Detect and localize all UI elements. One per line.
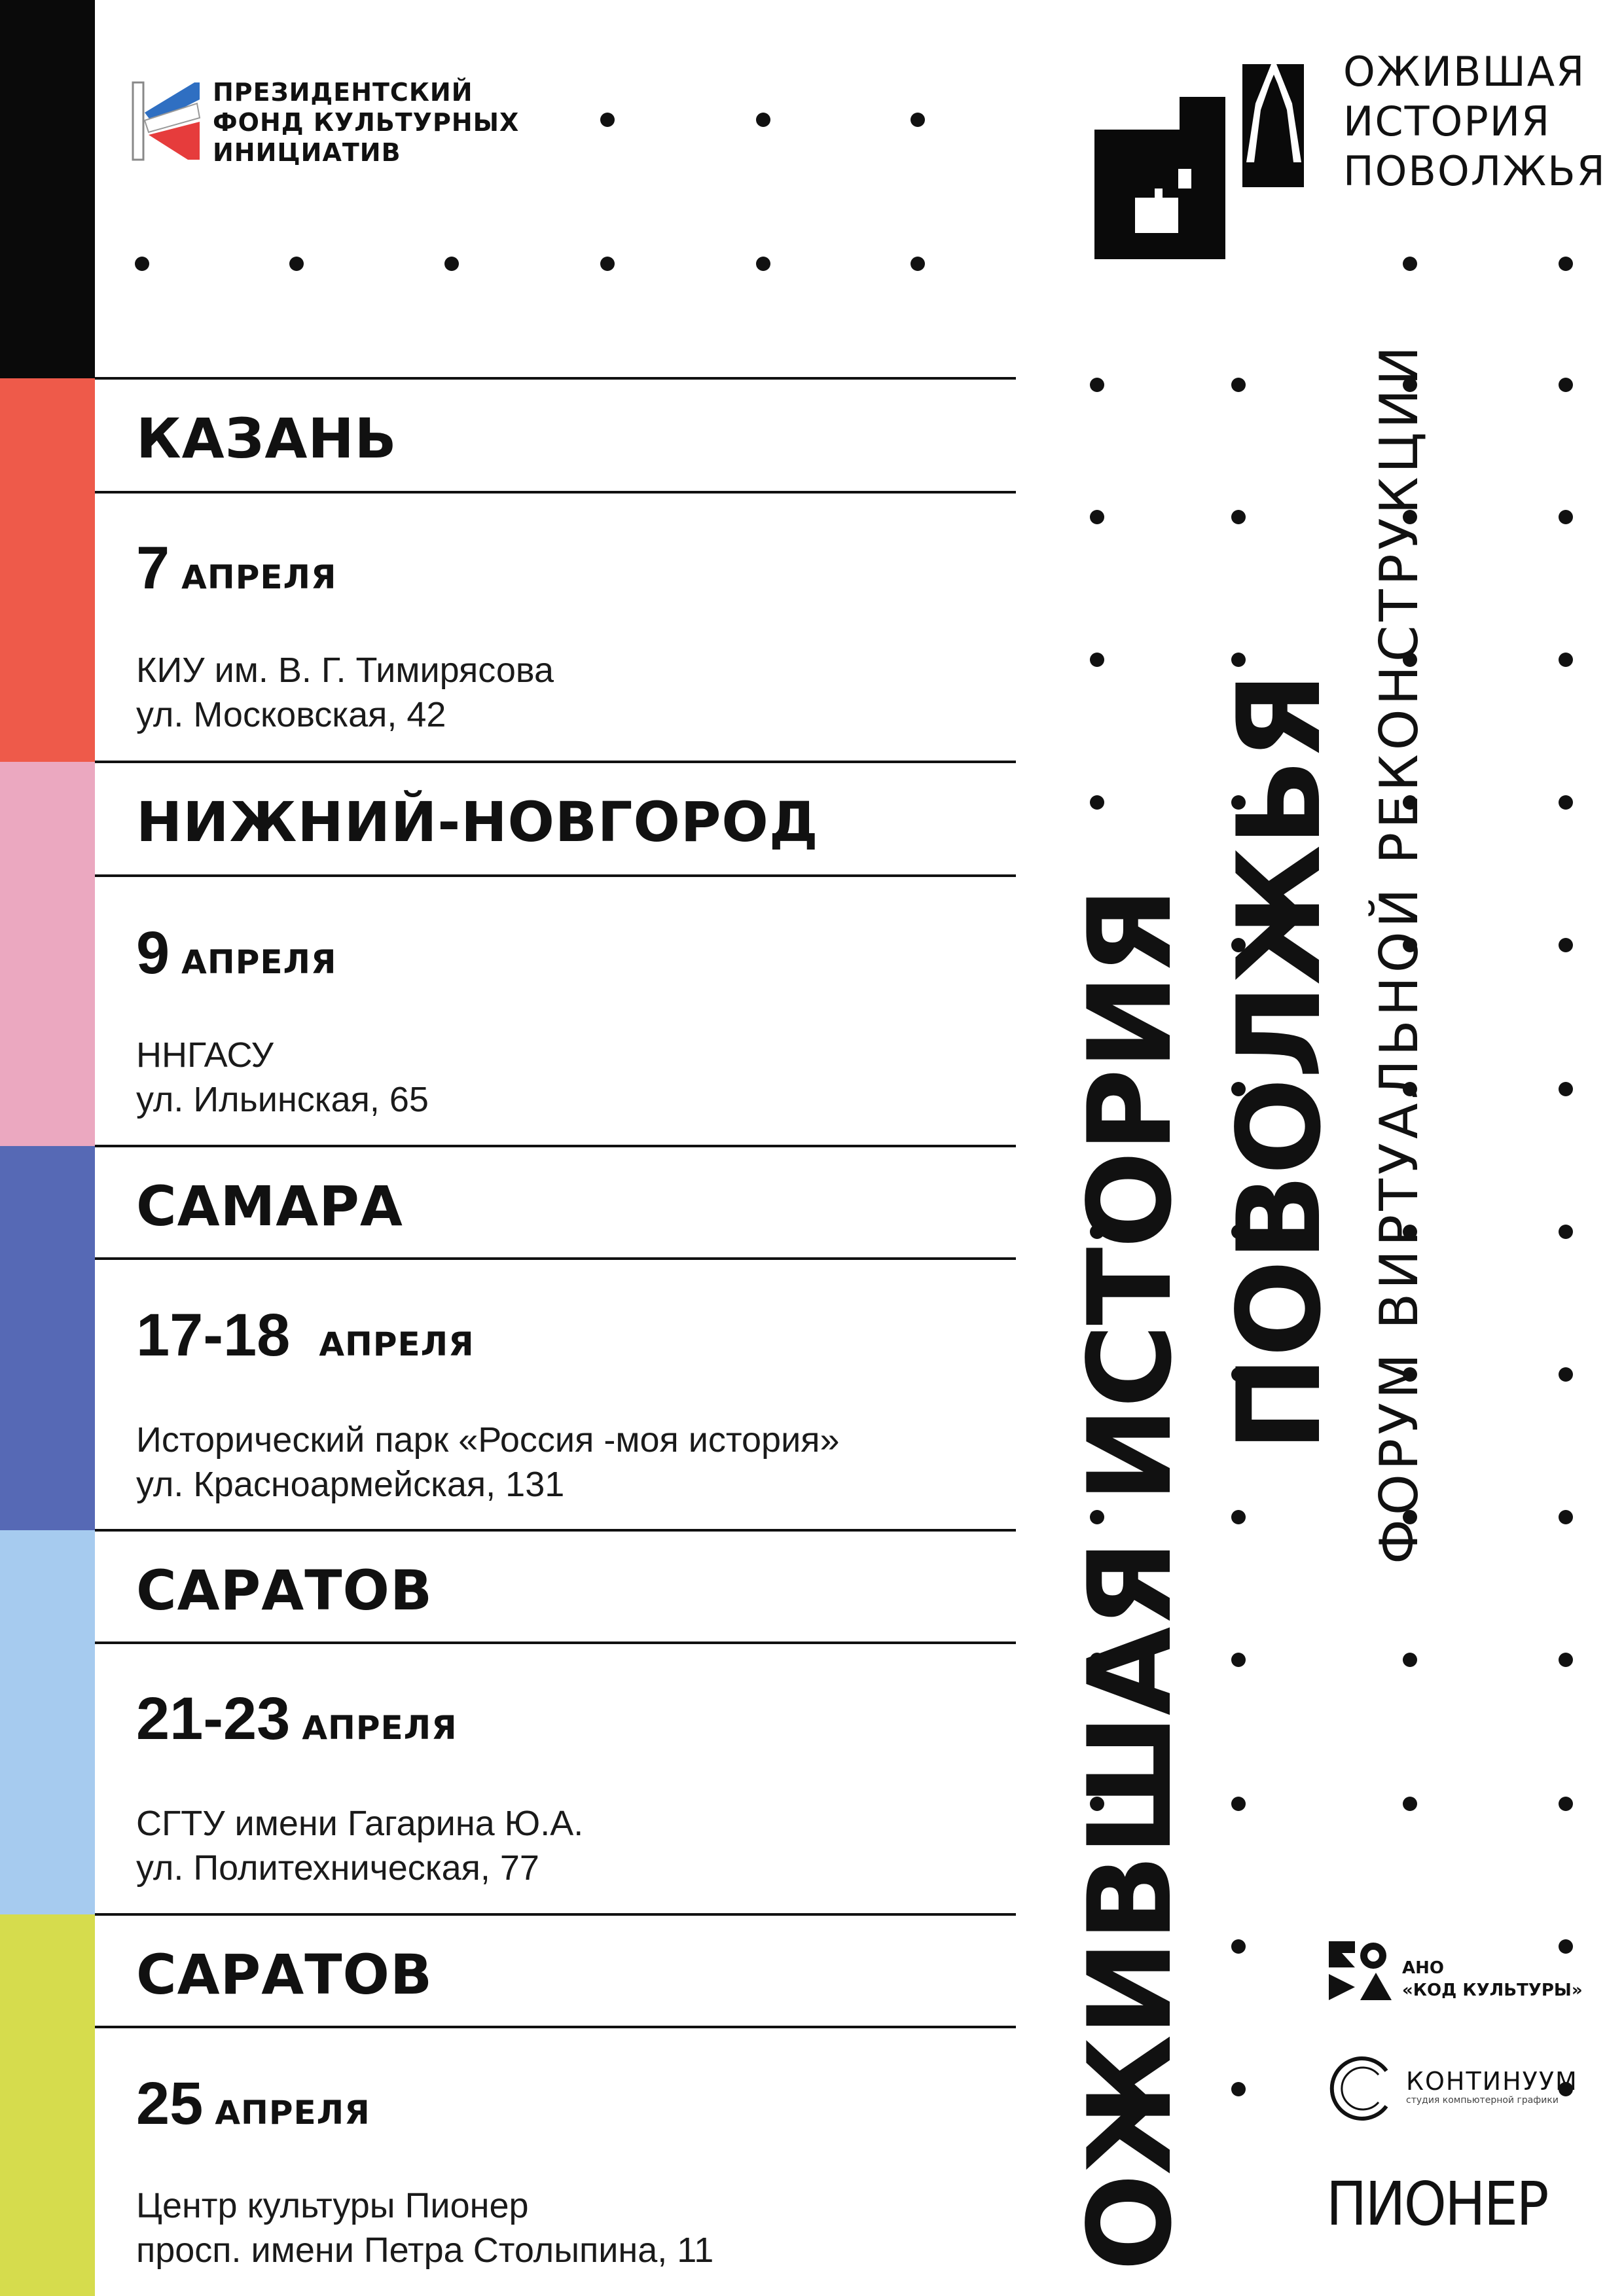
decorative-dot <box>1231 1653 1246 1667</box>
decorative-dot <box>1559 1510 1573 1524</box>
continuum-name: КОНТИНУУМ <box>1406 2067 1578 2096</box>
date-number: 7 <box>136 535 170 601</box>
decorative-dot <box>1559 1797 1573 1811</box>
divider <box>95 1529 1016 1532</box>
decorative-dot <box>1090 378 1104 392</box>
continuum-subtitle: студия компьютерной графики <box>1406 2095 1559 2106</box>
decorative-dot <box>444 257 459 271</box>
venue-address: ул. Политехническая, 77 <box>136 1848 539 1888</box>
venue-name: ННГАСУ <box>136 1035 274 1075</box>
brand-logo <box>1094 58 1304 259</box>
decorative-dot <box>1559 1225 1573 1239</box>
decorative-dot <box>600 257 615 271</box>
color-bar-kazan <box>0 378 95 762</box>
decorative-dot <box>1559 378 1573 392</box>
city-name-saratov-2: САРАТОВ <box>136 1943 433 2007</box>
city-name-nizhny-novgorod: НИЖНИЙ-НОВГОРОД <box>136 790 819 854</box>
brand-line-2: ИСТОРИЯ <box>1343 98 1551 145</box>
date-month: АПРЕЛЯ <box>181 943 337 981</box>
continuum-text <box>1406 2068 1578 2106</box>
decorative-dot <box>1559 1082 1573 1096</box>
divider <box>95 1641 1016 1644</box>
continuum-logo <box>1326 2053 1398 2125</box>
venue-name: КИУ им. В. Г. Тимирясова <box>136 651 554 690</box>
divider <box>95 377 1016 380</box>
divider <box>95 1257 1016 1260</box>
city-name-samara: САМАРА <box>136 1174 403 1238</box>
kod-kultury-text <box>1402 1957 1583 2001</box>
date-number: 21-23 <box>136 1685 291 1752</box>
decorative-dot <box>1231 653 1246 667</box>
event-venue-saratov <box>136 1801 583 1890</box>
venue-name: Центр культуры Пионер <box>136 2186 529 2225</box>
kod-line-2: «КОД КУЛЬТУРЫ» <box>1402 1981 1583 2000</box>
divider <box>95 1913 1016 1916</box>
decorative-dot <box>911 257 925 271</box>
event-date-saratov <box>136 1685 458 1752</box>
pfki-emblem-icon <box>129 80 201 162</box>
venue-address: просп. имени Петра Столыпина, 11 <box>136 2231 714 2270</box>
decorative-dot <box>1231 2082 1246 2096</box>
decorative-dot <box>1231 378 1246 392</box>
decorative-dot <box>756 113 770 127</box>
decorative-dot <box>135 257 149 271</box>
event-venue-nizhny-novgorod <box>136 1033 429 1122</box>
pfki-name <box>213 77 519 168</box>
decorative-dot <box>1403 257 1417 271</box>
divider <box>95 874 1016 877</box>
venue-name: СГТУ имени Гагарина Ю.А. <box>136 1804 584 1843</box>
decorative-dot <box>1231 1939 1246 1954</box>
event-venue-kazan <box>136 648 554 737</box>
decorative-dot <box>1559 257 1573 271</box>
date-number: 17-18 <box>136 1302 291 1369</box>
decorative-dot <box>1231 510 1246 524</box>
event-venue-samara <box>136 1418 840 1507</box>
venue-address: ул. Красноармейская, 131 <box>136 1465 565 1504</box>
decorative-dot <box>1559 938 1573 952</box>
color-bar-saratov-1 <box>0 1530 95 1914</box>
subtitle: ФОРУМ ВИРТУАЛЬНОЙ РЕКОНСТРУКЦИИ <box>1369 342 1430 1564</box>
decorative-dot <box>1090 795 1104 810</box>
city-name-saratov: САРАТОВ <box>136 1558 433 1623</box>
pfki-logo <box>129 80 201 162</box>
decorative-dot <box>911 113 925 127</box>
color-bar-samara <box>0 1146 95 1530</box>
decorative-dot <box>289 257 304 271</box>
decorative-dot <box>1559 1367 1573 1382</box>
divider <box>95 761 1016 763</box>
event-date-saratov-2 <box>136 2070 370 2137</box>
pfki-line-2: ФОНД КУЛЬТУРНЫХ <box>213 108 520 137</box>
event-venue-saratov-2 <box>136 2183 713 2272</box>
decorative-dot <box>1090 653 1104 667</box>
divider <box>95 491 1016 493</box>
color-bar-black <box>0 0 95 378</box>
date-number: 25 <box>136 2070 204 2137</box>
date-month: АПРЕЛЯ <box>181 558 337 596</box>
event-date-samara <box>136 1302 475 1369</box>
venue-address: ул. Ильинская, 65 <box>136 1080 429 1119</box>
title-line-2: ПОВОЛЖЬЯ <box>1214 673 1346 1452</box>
brand-line-1: ОЖИВШАЯ <box>1343 48 1586 96</box>
venue-name: Исторический парк «Россия -моя история» <box>136 1420 840 1460</box>
decorative-dot <box>1231 1797 1246 1811</box>
kod-kultury-logo <box>1329 1941 1392 2000</box>
decorative-dot <box>1090 510 1104 524</box>
continuum-ring-icon <box>1326 2053 1398 2125</box>
date-month: АПРЕЛЯ <box>215 2094 370 2132</box>
venue-address: ул. Московская, 42 <box>136 695 446 734</box>
kod-kultury-emblem-icon <box>1329 1941 1392 2000</box>
decorative-dot <box>1559 1939 1573 1954</box>
date-month: АПРЕЛЯ <box>302 1709 458 1747</box>
pioneer-logo: ПИОНЕР <box>1326 2169 1547 2239</box>
date-month: АПРЕЛЯ <box>319 1325 475 1363</box>
brand-name <box>1343 47 1606 196</box>
pfki-line-1: ПРЕЗИДЕНТСКИЙ <box>213 78 473 107</box>
color-bar-saratov-2 <box>0 1914 95 2296</box>
decorative-dot <box>1559 795 1573 810</box>
title-line-1: ОЖИВШАЯ ИСТОРИЯ <box>1064 888 1197 2271</box>
event-date-nizhny-novgorod <box>136 920 337 986</box>
date-number: 9 <box>136 920 170 986</box>
pfki-line-3: ИНИЦИАТИВ <box>213 138 401 167</box>
color-bar-nizhny <box>0 762 95 1146</box>
decorative-dot <box>600 113 615 127</box>
brand-line-3: ПОВОЛЖЬЯ <box>1343 147 1606 195</box>
decorative-dot <box>1559 510 1573 524</box>
decorative-dot <box>1559 653 1573 667</box>
divider <box>95 2026 1016 2028</box>
decorative-dot <box>1403 1653 1417 1667</box>
decorative-dot <box>1403 1797 1417 1811</box>
divider <box>95 1145 1016 1147</box>
decorative-dot <box>1559 1653 1573 1667</box>
kod-line-1: АНО <box>1402 1958 1444 1978</box>
event-date-kazan <box>136 535 337 601</box>
city-name-kazan: КАЗАНЬ <box>136 406 397 471</box>
decorative-dot <box>1231 1510 1246 1524</box>
decorative-dot <box>756 257 770 271</box>
kremlin-tower-icon <box>1094 58 1304 259</box>
